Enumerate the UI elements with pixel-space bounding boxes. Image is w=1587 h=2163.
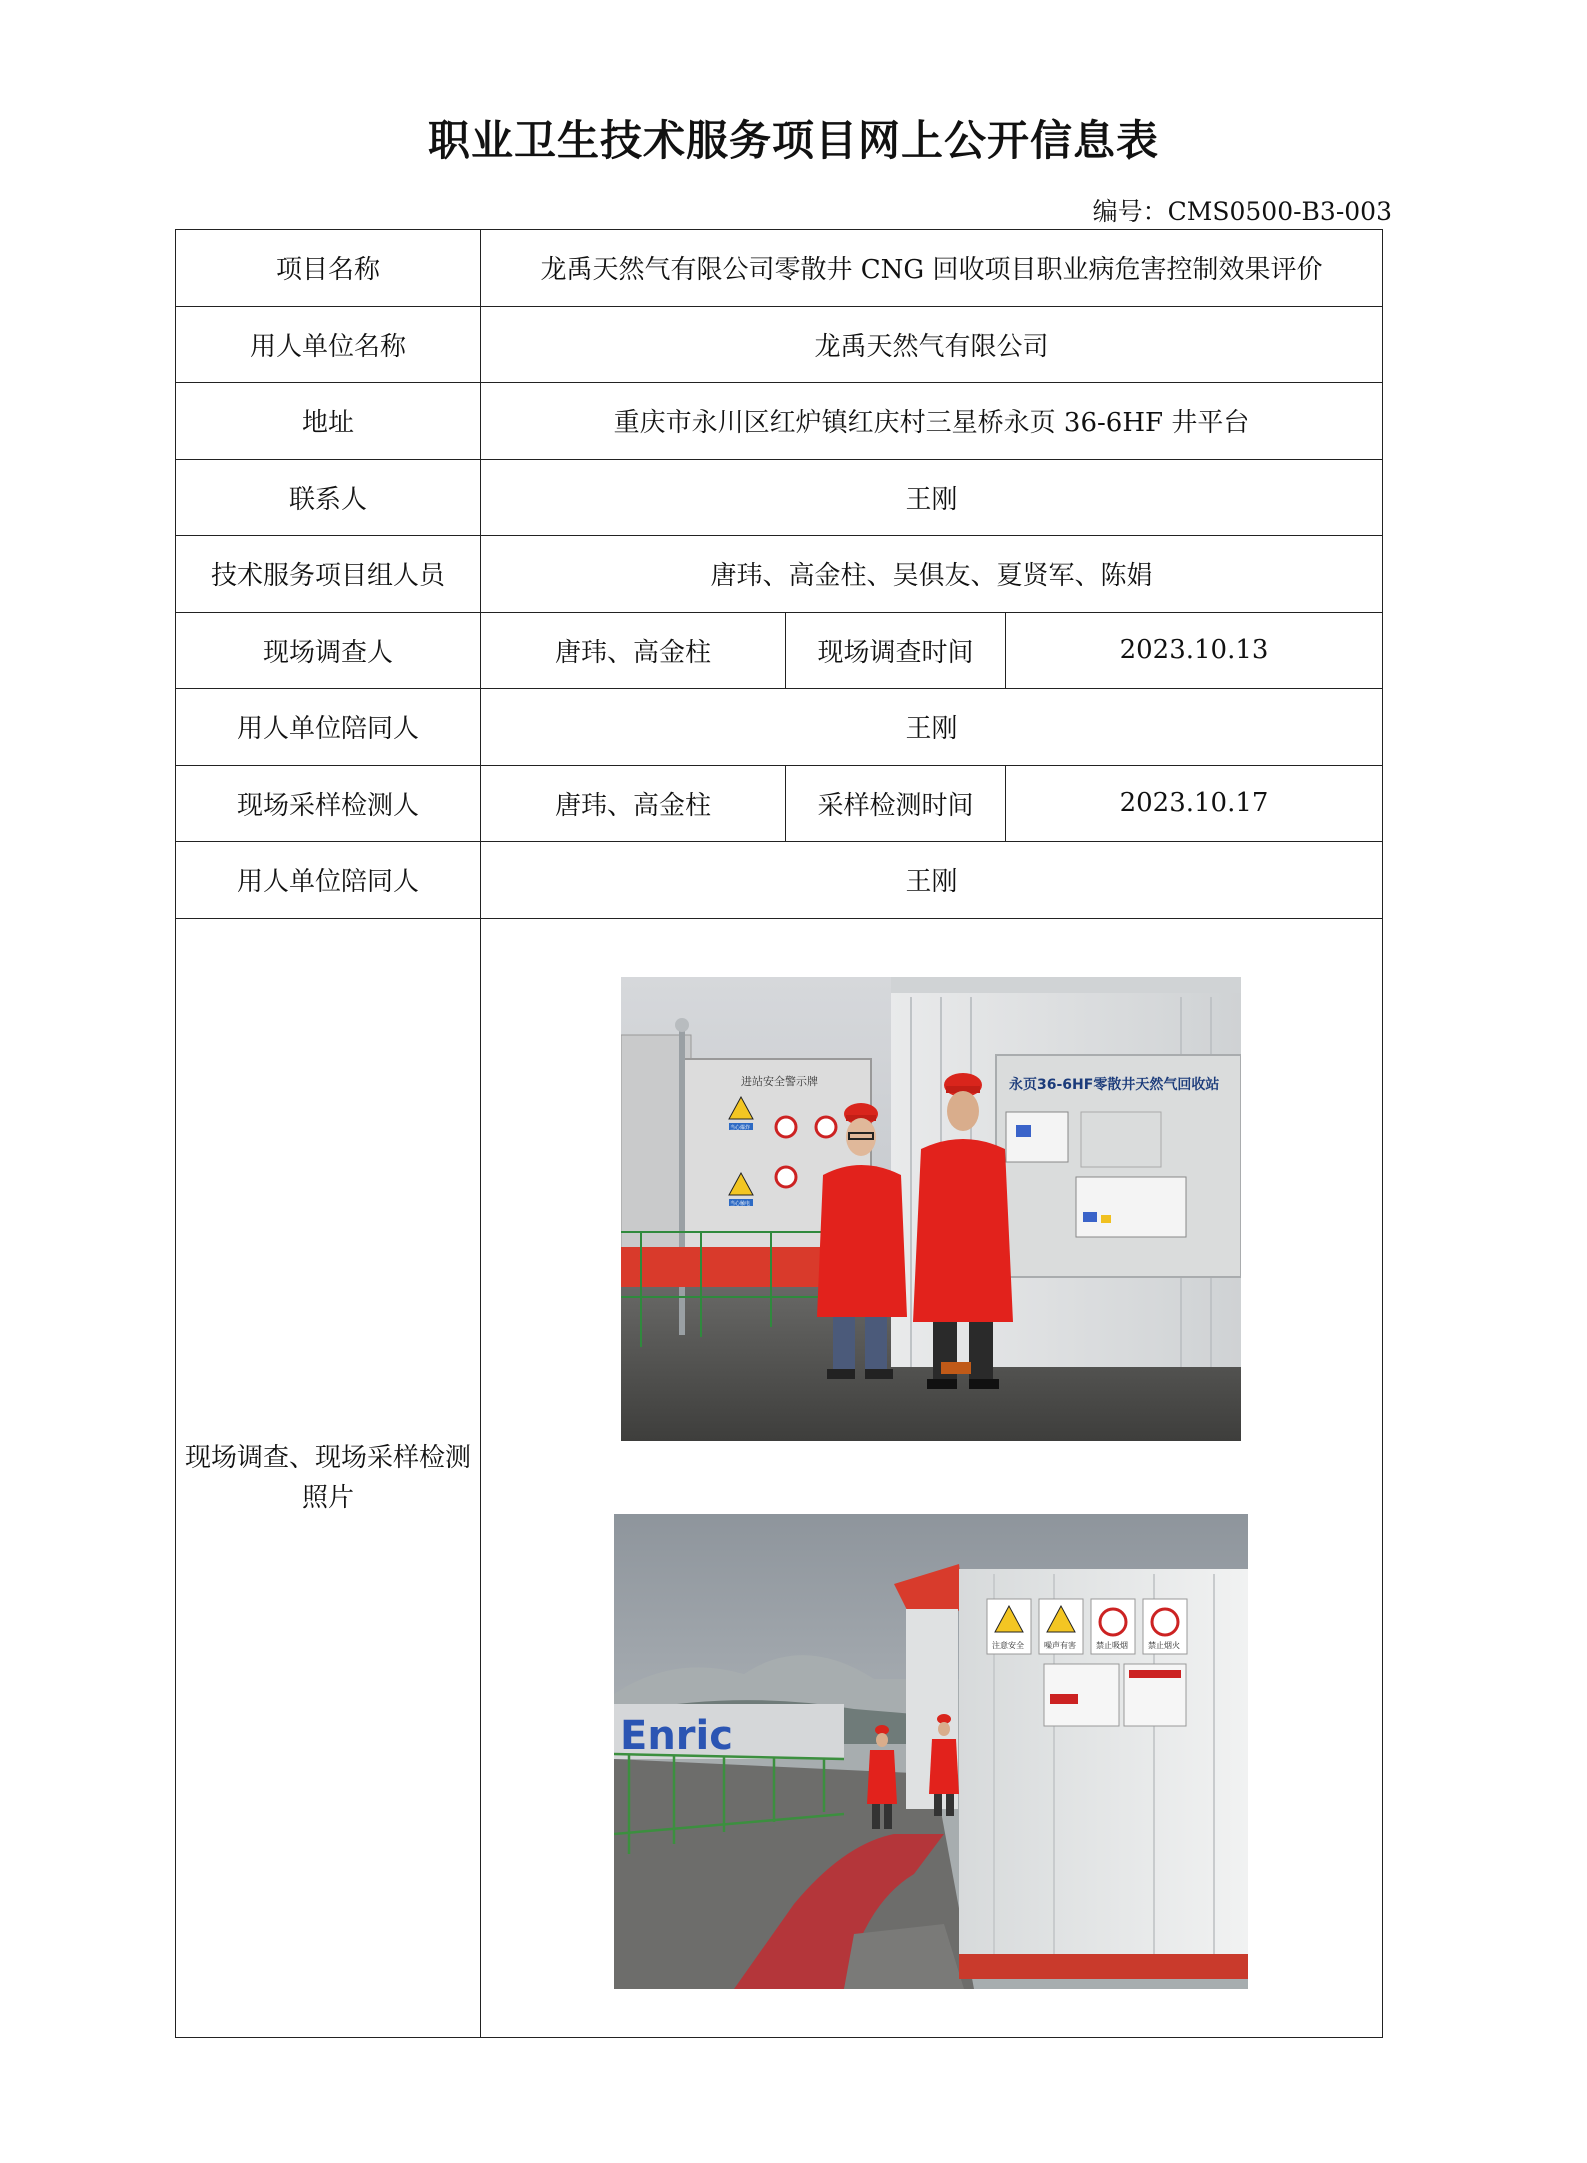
address-value: 重庆市永川区红炉镇红庆村三星桥永页 36-6HF 井平台 [481,383,1383,460]
table-row [176,306,1383,383]
table-row [176,689,1383,766]
safety-sign-2: 噪声有害 [1044,1640,1076,1650]
document-number: 编号：CMS0500-B3-003 [1092,197,1392,226]
site-survey-photo-drawing [621,977,1241,1441]
site-survey-photo [621,977,1241,1441]
employer-name-value: 龙禹天然气有限公司 [481,306,1383,383]
address-label: 地址 [176,383,481,460]
photo-row [176,918,1383,2037]
caution-label-1: 当心爆炸 [730,1124,751,1131]
safety-sign-1: 注意安全 [992,1640,1024,1650]
contact-label: 联系人 [176,459,481,536]
table-row [176,842,1383,919]
team-value: 唐玮、高金柱、吴俱友、夏贤军、陈娟 [481,536,1383,613]
photos-cell [481,918,1383,2037]
contact-value: 王刚 [481,459,1383,536]
sampling-label: 现场采样检测人 [176,765,481,842]
sampling-time-label: 采样检测时间 [786,765,1006,842]
safety-sign-3: 禁止吸烟 [1096,1640,1128,1650]
sampling-time-value: 2023.10.17 [1006,765,1383,842]
survey-escort-value: 王刚 [481,689,1383,766]
team-label: 技术服务项目组人员 [176,536,481,613]
truck-text: Enric [620,1712,733,1759]
survey-time-value: 2023.10.13 [1006,612,1383,689]
photos-label: 现场调查、现场采样检测照片 [176,918,481,2037]
sampling-value: 唐玮、高金柱 [481,765,786,842]
table-row [176,230,1383,307]
survey-escort-label: 用人单位陪同人 [176,689,481,766]
site-sampling-photo [614,1514,1248,1989]
sampling-escort-value: 王刚 [481,842,1383,919]
sampling-escort-label: 用人单位陪同人 [176,842,481,919]
safety-sign-4: 禁止烟火 [1148,1640,1180,1650]
survey-time-label: 现场调查时间 [786,612,1006,689]
table-row [176,459,1383,536]
table-row [176,383,1383,460]
info-table [175,229,1383,2038]
table-row [176,612,1383,689]
site-sampling-photo-drawing [614,1514,1248,1989]
project-name-value: 龙禹天然气有限公司零散井 CNG 回收项目职业病危害控制效果评价 [481,230,1383,307]
caution-label-2: 当心触电 [730,1200,751,1207]
document-title: 职业卫生技术服务项目网上公开信息表 [427,116,1159,165]
employer-name-label: 用人单位名称 [176,306,481,383]
table-row [176,536,1383,613]
survey-value: 唐玮、高金柱 [481,612,786,689]
table-row [176,765,1383,842]
survey-label: 现场调查人 [176,612,481,689]
station-board-title: 永页36-6HF零散井天然气回收站 [1009,1076,1220,1093]
warning-board-title: 进站安全警示牌 [741,1074,818,1088]
project-name-label: 项目名称 [176,230,481,307]
